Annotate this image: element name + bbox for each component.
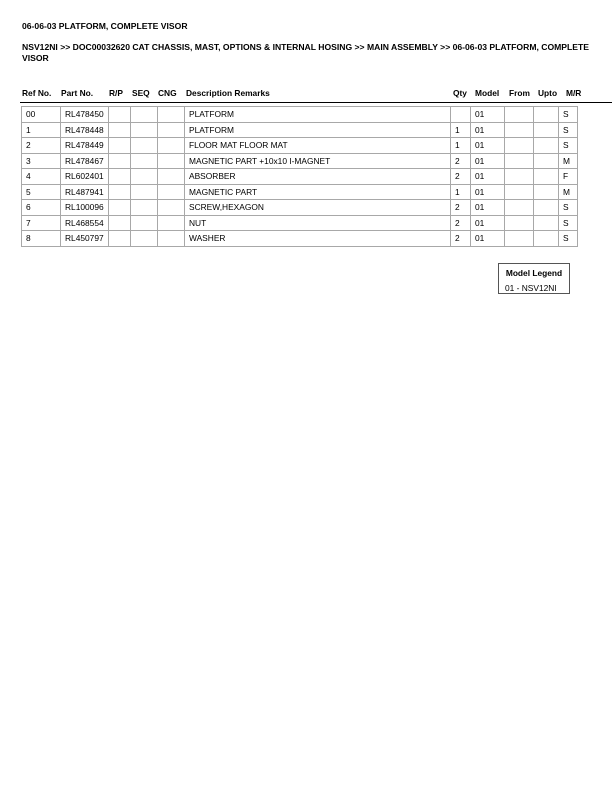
- cell-part: RL478448: [61, 122, 109, 138]
- table-row: [22, 107, 578, 123]
- cell-model: 01: [471, 184, 505, 200]
- cell-cng: [158, 138, 185, 154]
- cell-rp: [109, 215, 131, 231]
- header-description: Description Remarks: [186, 88, 270, 98]
- cell-ref: 6: [22, 200, 61, 216]
- page-title: 06-06-03 PLATFORM, COMPLETE VISOR: [22, 21, 188, 31]
- cell-qty: 1: [451, 138, 471, 154]
- table-row: [22, 184, 578, 200]
- cell-desc: ABSORBER: [185, 169, 451, 185]
- cell-part: RL468554: [61, 215, 109, 231]
- cell-part: RL478450: [61, 107, 109, 123]
- header-rp: R/P: [109, 88, 123, 98]
- breadcrumb: NSV12NI >> DOC00032620 CAT CHASSIS, MAST, OPTIONS & INTERNAL HOSING >> MAIN ASSEMBLY >> 06-06-03 PLATFORM, COMPLETE VISOR: [22, 42, 590, 63]
- model-legend-item: 01 - NSV12NI: [505, 283, 557, 293]
- cell-ref: 00: [22, 107, 61, 123]
- cell-model: 01: [471, 122, 505, 138]
- cell-rp: [109, 184, 131, 200]
- cell-cng: [158, 184, 185, 200]
- cell-part: RL602401: [61, 169, 109, 185]
- header-ref-no: Ref No.: [22, 88, 52, 98]
- cell-upto: [534, 153, 559, 169]
- cell-from: [505, 215, 534, 231]
- cell-model: 01: [471, 107, 505, 123]
- header-model: Model: [475, 88, 500, 98]
- cell-seq: [131, 215, 158, 231]
- cell-from: [505, 153, 534, 169]
- cell-from: [505, 184, 534, 200]
- header-part-no: Part No.: [61, 88, 94, 98]
- cell-desc: NUT: [185, 215, 451, 231]
- cell-model: 01: [471, 215, 505, 231]
- cell-ref: 1: [22, 122, 61, 138]
- cell-seq: [131, 122, 158, 138]
- cell-upto: [534, 169, 559, 185]
- table-row: [22, 138, 578, 154]
- header-mr: M/R: [566, 88, 582, 98]
- cell-mr: S: [559, 231, 578, 247]
- cell-seq: [131, 138, 158, 154]
- cell-from: [505, 122, 534, 138]
- table-row: [22, 231, 578, 247]
- cell-upto: [534, 200, 559, 216]
- cell-qty: [451, 107, 471, 123]
- cell-cng: [158, 215, 185, 231]
- cell-ref: 2: [22, 138, 61, 154]
- cell-seq: [131, 184, 158, 200]
- cell-ref: 5: [22, 184, 61, 200]
- cell-qty: 1: [451, 184, 471, 200]
- cell-ref: 3: [22, 153, 61, 169]
- cell-desc: PLATFORM: [185, 122, 451, 138]
- cell-mr: M: [559, 153, 578, 169]
- header-qty: Qty: [453, 88, 467, 98]
- cell-desc: FLOOR MAT FLOOR MAT: [185, 138, 451, 154]
- cell-qty: 2: [451, 200, 471, 216]
- cell-from: [505, 169, 534, 185]
- cell-desc: WASHER: [185, 231, 451, 247]
- header-from: From: [509, 88, 530, 98]
- cell-upto: [534, 215, 559, 231]
- cell-rp: [109, 122, 131, 138]
- cell-from: [505, 138, 534, 154]
- cell-model: 01: [471, 153, 505, 169]
- cell-upto: [534, 231, 559, 247]
- cell-ref: 8: [22, 231, 61, 247]
- cell-seq: [131, 200, 158, 216]
- cell-seq: [131, 153, 158, 169]
- cell-model: 01: [471, 169, 505, 185]
- cell-cng: [158, 107, 185, 123]
- cell-seq: [131, 107, 158, 123]
- cell-model: 01: [471, 138, 505, 154]
- parts-table: [21, 106, 578, 247]
- cell-ref: 7: [22, 215, 61, 231]
- cell-rp: [109, 107, 131, 123]
- cell-qty: 1: [451, 122, 471, 138]
- cell-from: [505, 231, 534, 247]
- cell-seq: [131, 231, 158, 247]
- table-row: [22, 169, 578, 185]
- header-upto: Upto: [538, 88, 558, 98]
- cell-rp: [109, 200, 131, 216]
- cell-model: 01: [471, 231, 505, 247]
- cell-part: RL478449: [61, 138, 109, 154]
- cell-mr: S: [559, 122, 578, 138]
- cell-rp: [109, 153, 131, 169]
- cell-mr: F: [559, 169, 578, 185]
- cell-cng: [158, 200, 185, 216]
- cell-upto: [534, 138, 559, 154]
- header-seq: SEQ: [132, 88, 150, 98]
- cell-cng: [158, 122, 185, 138]
- cell-cng: [158, 231, 185, 247]
- cell-qty: 2: [451, 169, 471, 185]
- cell-part: RL100096: [61, 200, 109, 216]
- cell-rp: [109, 231, 131, 247]
- cell-desc: PLATFORM: [185, 107, 451, 123]
- cell-rp: [109, 138, 131, 154]
- cell-part: RL478467: [61, 153, 109, 169]
- header-cng: CNG: [158, 88, 177, 98]
- model-legend-title: Model Legend: [505, 268, 563, 278]
- cell-upto: [534, 107, 559, 123]
- cell-qty: 2: [451, 215, 471, 231]
- cell-part: RL450797: [61, 231, 109, 247]
- table-row: [22, 215, 578, 231]
- cell-mr: M: [559, 184, 578, 200]
- table-row: [22, 200, 578, 216]
- cell-qty: 2: [451, 231, 471, 247]
- cell-seq: [131, 169, 158, 185]
- cell-qty: 2: [451, 153, 471, 169]
- cell-mr: S: [559, 200, 578, 216]
- cell-upto: [534, 122, 559, 138]
- header-divider: [20, 102, 612, 103]
- cell-part: RL487941: [61, 184, 109, 200]
- cell-desc: MAGNETIC PART +10x10 I-MAGNET: [185, 153, 451, 169]
- cell-from: [505, 200, 534, 216]
- model-legend: [498, 263, 570, 294]
- table-row: [22, 153, 578, 169]
- cell-desc: SCREW,HEXAGON: [185, 200, 451, 216]
- table-row: [22, 122, 578, 138]
- cell-mr: S: [559, 215, 578, 231]
- cell-rp: [109, 169, 131, 185]
- cell-from: [505, 107, 534, 123]
- cell-cng: [158, 169, 185, 185]
- cell-upto: [534, 184, 559, 200]
- cell-model: 01: [471, 200, 505, 216]
- cell-mr: S: [559, 138, 578, 154]
- cell-ref: 4: [22, 169, 61, 185]
- cell-desc: MAGNETIC PART: [185, 184, 451, 200]
- cell-cng: [158, 153, 185, 169]
- cell-mr: S: [559, 107, 578, 123]
